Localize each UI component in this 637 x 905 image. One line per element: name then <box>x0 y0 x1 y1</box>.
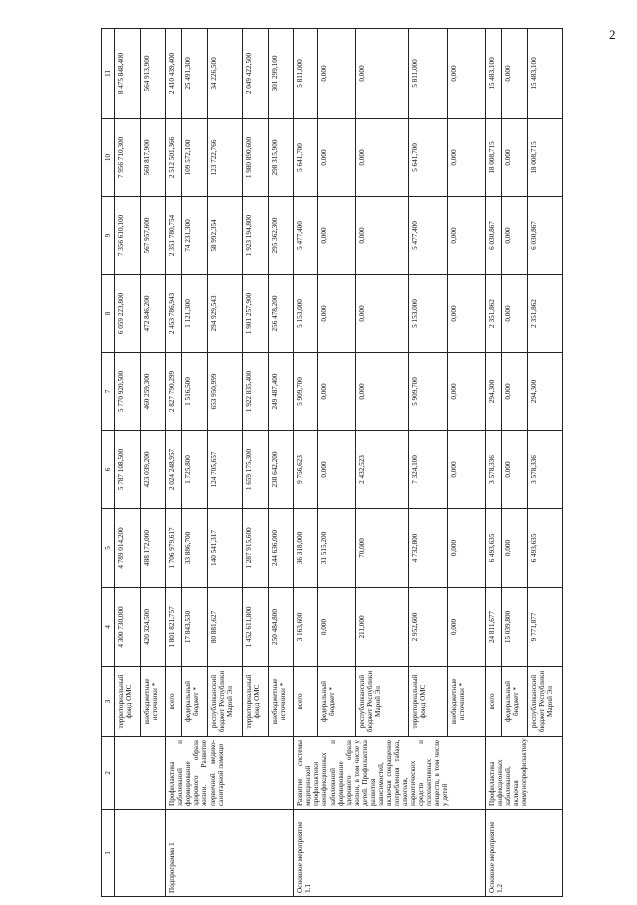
value-cell: 256 478,200 <box>268 275 294 353</box>
value-cell: 5 153,000 <box>409 275 447 353</box>
value-cell: 0,000 <box>317 275 355 353</box>
value-cell: 5 811,000 <box>294 29 318 119</box>
value-cell: 423 039,200 <box>140 431 166 509</box>
value-cell: 124 705,657 <box>207 431 242 509</box>
value-cell: 0,000 <box>317 431 355 509</box>
value-cell: 1 725,800 <box>182 431 208 509</box>
value-cell: 15 483,100 <box>527 29 563 119</box>
value-cell: 2 432,523 <box>356 431 409 509</box>
value-cell: 1 923 194,800 <box>243 197 269 275</box>
value-cell: 2 512 501,366 <box>166 119 182 197</box>
value-cell: 5 477,400 <box>409 197 447 275</box>
value-cell: 5 787 108,500 <box>115 431 141 509</box>
column-header: 3 <box>102 667 115 737</box>
value-cell: 0,000 <box>501 275 527 353</box>
value-cell: 1 287 915,600 <box>243 509 269 588</box>
value-cell: 2 453 786,943 <box>166 275 182 353</box>
value-cell: 18 008,715 <box>486 119 502 197</box>
value-cell: 80 881,627 <box>207 588 242 667</box>
table-row <box>486 29 502 897</box>
column-header: 2 <box>102 737 115 810</box>
value-cell: 1 516,500 <box>182 353 208 431</box>
value-cell: 298 315,900 <box>268 119 294 197</box>
rotated-table-container <box>101 29 563 897</box>
value-cell: 6 059 223,800 <box>115 275 141 353</box>
value-cell: 564 913,900 <box>140 29 166 119</box>
value-cell: 0,000 <box>447 119 485 197</box>
subprogram-name: Подпрограмма 1 <box>166 810 294 897</box>
value-cell: 5 641,700 <box>409 119 447 197</box>
value-cell: 301 299,100 <box>268 29 294 119</box>
subprogram-description: Профилактика заболеваний и формирование здорового образа жизни. Развитие первичной медико-санитарной помощи <box>166 737 294 810</box>
value-cell: 0,000 <box>501 29 527 119</box>
column-header: 11 <box>102 29 115 119</box>
value-cell: 34 226,500 <box>207 29 242 119</box>
activity-description: Развитие системы медицинской профилактики неинфекционных заболеваний и формирование здорового образа жизни, в том числе у детей. Профилактика развития зависимостей, включая сокращение потребления табака, алкоголя, наркотических средств и психоактивных веществ, в том числе у детей <box>294 737 486 810</box>
value-cell: 17 843,530 <box>182 588 208 667</box>
source-cell: всего <box>294 667 318 737</box>
value-cell: 0,000 <box>317 197 355 275</box>
value-cell: 123 722,766 <box>207 119 242 197</box>
value-cell: 0,000 <box>317 119 355 197</box>
value-cell: 0,000 <box>317 29 355 119</box>
source-cell: территориальный фонд ОМС <box>243 667 269 737</box>
value-cell: 140 541,317 <box>207 509 242 588</box>
page-number: 2 <box>609 27 616 42</box>
value-cell: 3 578,336 <box>527 431 563 509</box>
source-cell: внебюджетные источники * <box>268 667 294 737</box>
value-cell: 2 827 790,299 <box>166 353 182 431</box>
value-cell: 294,300 <box>486 353 502 431</box>
source-cell: всего <box>166 667 182 737</box>
header-row <box>102 29 115 897</box>
value-cell: 5 641,700 <box>294 119 318 197</box>
value-cell: 4 732,800 <box>409 509 447 588</box>
value-cell: 5 909,700 <box>409 353 447 431</box>
value-cell: 1 801 821,757 <box>166 588 182 667</box>
source-cell: территориальный фонд ОМС <box>115 667 141 737</box>
value-cell: 9 771,877 <box>527 588 563 667</box>
value-cell: 460 259,300 <box>140 353 166 431</box>
value-cell: 109 572,100 <box>182 119 208 197</box>
column-header: 4 <box>102 588 115 667</box>
value-cell: 4 789 014,200 <box>115 509 141 588</box>
source-cell: республиканский бюджет Республики Марий Эл <box>207 667 242 737</box>
value-cell: 33 886,700 <box>182 509 208 588</box>
value-cell: 1 980 890,600 <box>243 119 269 197</box>
column-header: 1 <box>102 810 115 897</box>
value-cell: 5 770 920,500 <box>115 353 141 431</box>
value-cell: 1 121,300 <box>182 275 208 353</box>
value-cell: 6 493,635 <box>527 509 563 588</box>
source-cell: федеральный бюджет * <box>182 667 208 737</box>
value-cell: 5 153,000 <box>294 275 318 353</box>
activity-name: Основное мероприятие 1.1 <box>294 810 486 897</box>
source-cell: внебюджетные источники * <box>447 667 485 737</box>
value-cell: 488 172,000 <box>140 509 166 588</box>
value-cell: 0,000 <box>356 197 409 275</box>
value-cell: 560 817,900 <box>140 119 166 197</box>
value-cell: 0,000 <box>501 509 527 588</box>
value-cell: 0,000 <box>447 353 485 431</box>
column-header: 5 <box>102 509 115 588</box>
value-cell: 0,000 <box>447 29 485 119</box>
value-cell: 294 929,543 <box>207 275 242 353</box>
source-cell: федеральный бюджет * <box>501 667 527 737</box>
value-cell: 0,000 <box>501 431 527 509</box>
value-cell: 0,000 <box>447 275 485 353</box>
source-cell: внебюджетные источники * <box>140 667 166 737</box>
value-cell: 5 477,400 <box>294 197 318 275</box>
description-cell <box>115 737 166 810</box>
value-cell: 0,000 <box>447 431 485 509</box>
value-cell: 15 483,100 <box>486 29 502 119</box>
value-cell: 1 452 611,800 <box>243 588 269 667</box>
value-cell: 6 030,867 <box>486 197 502 275</box>
value-cell: 15 039,800 <box>501 588 527 667</box>
value-cell: 0,000 <box>447 197 485 275</box>
value-cell: 472 846,200 <box>140 275 166 353</box>
source-cell: республиканский бюджет Республики Марий Эл <box>527 667 563 737</box>
value-cell: 567 957,600 <box>140 197 166 275</box>
value-cell: 249 487,400 <box>268 353 294 431</box>
value-cell: 244 636,000 <box>268 509 294 588</box>
value-cell: 250 484,800 <box>268 588 294 667</box>
value-cell: 0,000 <box>356 353 409 431</box>
name-cell <box>115 810 166 897</box>
value-cell: 7 356 610,100 <box>115 197 141 275</box>
value-cell: 7 324,100 <box>409 431 447 509</box>
value-cell: 0,000 <box>501 197 527 275</box>
column-header: 8 <box>102 275 115 353</box>
value-cell: 7 956 710,300 <box>115 119 141 197</box>
table-row <box>294 29 318 897</box>
value-cell: 4 300 730,000 <box>115 588 141 667</box>
value-cell: 1 901 257,900 <box>243 275 269 353</box>
value-cell: 1 659 175,300 <box>243 431 269 509</box>
column-header: 7 <box>102 353 115 431</box>
source-cell: республиканский бюджет Республики Марий Эл <box>356 667 409 737</box>
value-cell: 2 952,600 <box>409 588 447 667</box>
column-header: 9 <box>102 197 115 275</box>
source-cell: всего <box>486 667 502 737</box>
value-cell: 8 475 848,400 <box>115 29 141 119</box>
source-cell: территориальный фонд ОМС <box>409 667 447 737</box>
column-header: 6 <box>102 431 115 509</box>
value-cell: 0,000 <box>501 119 527 197</box>
value-cell: 31 515,200 <box>317 509 355 588</box>
table-row <box>166 29 182 897</box>
value-cell: 6 493,635 <box>486 509 502 588</box>
value-cell: 1 922 835,400 <box>243 353 269 431</box>
source-cell: федеральный бюджет * <box>317 667 355 737</box>
value-cell: 6 030,867 <box>527 197 563 275</box>
value-cell: 3 163,600 <box>294 588 318 667</box>
value-cell: 295 362,300 <box>268 197 294 275</box>
value-cell: 2 351 780,754 <box>166 197 182 275</box>
value-cell: 2 024 248,957 <box>166 431 182 509</box>
value-cell: 1 706 979,617 <box>166 509 182 588</box>
value-cell: 70,000 <box>356 509 409 588</box>
value-cell: 2 351,862 <box>527 275 563 353</box>
value-cell: 2 351,862 <box>486 275 502 353</box>
value-cell: 0,000 <box>317 353 355 431</box>
value-cell: 420 324,500 <box>140 588 166 667</box>
value-cell: 74 231,300 <box>182 197 208 275</box>
value-cell: 0,000 <box>501 353 527 431</box>
budget-table <box>101 28 563 897</box>
value-cell: 25 491,300 <box>182 29 208 119</box>
value-cell: 0,000 <box>447 509 485 588</box>
value-cell: 18 008,715 <box>527 119 563 197</box>
value-cell: 211,000 <box>356 588 409 667</box>
activity-description: Профилактика инфекционных заболеваний, включая иммунопрофилактику <box>486 737 563 810</box>
activity-name: Основное мероприятие 1.2 <box>486 810 563 897</box>
value-cell: 294,300 <box>527 353 563 431</box>
value-cell: 653 950,999 <box>207 353 242 431</box>
value-cell: 2 049 422,500 <box>243 29 269 119</box>
column-header: 10 <box>102 119 115 197</box>
value-cell: 58 992,354 <box>207 197 242 275</box>
value-cell: 9 756,623 <box>294 431 318 509</box>
value-cell: 0,000 <box>317 588 355 667</box>
value-cell: 5 811,000 <box>409 29 447 119</box>
value-cell: 24 811,677 <box>486 588 502 667</box>
value-cell: 0,000 <box>356 29 409 119</box>
value-cell: 36 318,000 <box>294 509 318 588</box>
value-cell: 2 410 439,400 <box>166 29 182 119</box>
value-cell: 3 578,336 <box>486 431 502 509</box>
value-cell: 238 642,200 <box>268 431 294 509</box>
value-cell: 5 909,700 <box>294 353 318 431</box>
table-row <box>115 29 141 897</box>
value-cell: 0,000 <box>356 119 409 197</box>
value-cell: 0,000 <box>447 588 485 667</box>
value-cell: 0,000 <box>356 275 409 353</box>
